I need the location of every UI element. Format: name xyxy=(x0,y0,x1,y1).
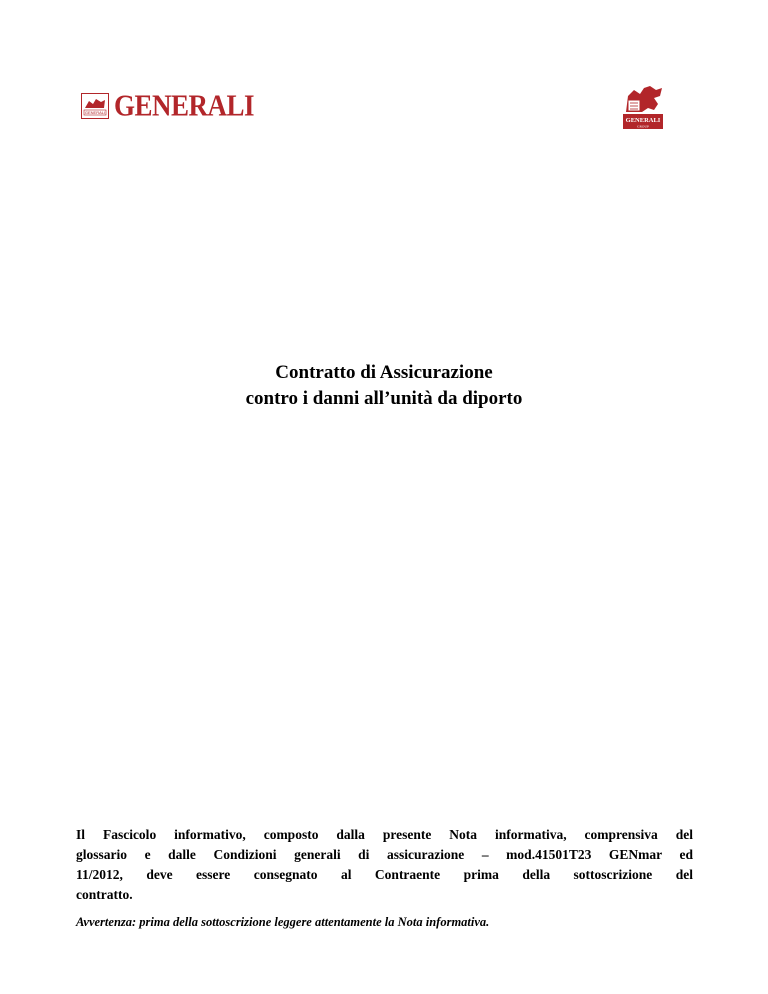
generali-wordmark: GENERALI xyxy=(114,87,255,123)
generali-lion-emblem-icon xyxy=(81,93,109,119)
title-line-1: Contratto di Assicurazione xyxy=(275,362,493,383)
svg-text:GENERALI: GENERALI xyxy=(625,117,661,124)
svg-text:GROUP: GROUP xyxy=(637,124,649,129)
title-line-2: contro i danni all’unità da diporto xyxy=(245,388,523,409)
notice-line: 11/2012, deve essere consegnato al Contraente prima della sottoscrizione del xyxy=(76,867,693,882)
notice-paragraph xyxy=(76,825,693,905)
warning-text: Avvertenza: prima della sottoscrizione leggere attentamente la Nota informativa. xyxy=(76,915,490,929)
generali-group-logo-icon xyxy=(620,82,666,130)
notice-line: contratto. xyxy=(76,887,133,902)
svg-text:GENERALI: GENERALI xyxy=(84,109,106,115)
notice-line: Il Fascicolo informativo, composto dalla presente Nota informativa, comprensiva del xyxy=(76,827,693,842)
generali-logo xyxy=(81,87,255,123)
document-title xyxy=(0,360,768,412)
notice-line: glossario e dalle Condizioni generali di assicurazione – mod.41501T23 GENmar ed xyxy=(76,847,693,862)
